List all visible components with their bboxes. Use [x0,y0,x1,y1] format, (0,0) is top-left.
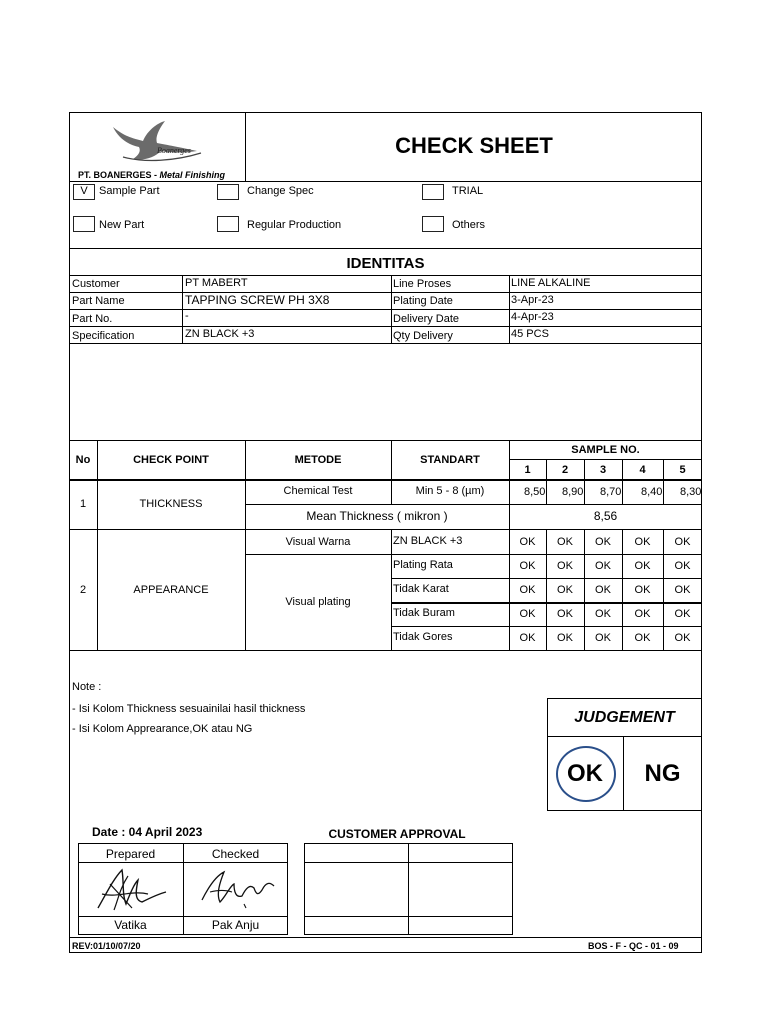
part-name-value: TAPPING SCREW PH 3X8 [185,293,330,307]
appearance-result-cell: OK [674,584,691,596]
spec-value: ZN BLACK +3 [185,328,255,340]
spec-label: Specification [72,330,135,342]
line-proses-label: Line Proses [393,278,452,290]
sample-4-header: 4 [639,464,646,476]
qty-delivery-value: 45 PCS [511,328,549,340]
note-line-2: - Isi Kolom Apprearance,OK atau NG [72,723,253,735]
appearance-result-cell: OK [557,608,573,620]
appearance-result-cell: OK [595,584,611,596]
thickness-standart: Min 5 - 8 (µm) [415,485,485,497]
rev-number: REV:01/10/07/20 [72,941,141,951]
thickness-sample-5: 8,30 [680,486,702,498]
delivery-date-value: 4-Apr-23 [511,311,554,323]
thickness-no: 1 [79,498,87,510]
others-label: Others [452,219,486,231]
appearance-result-cell: OK [519,560,536,572]
change-spec-checkbox[interactable] [217,184,239,200]
appearance-standart: Tidak Gores [393,631,453,643]
judgement-ng[interactable]: NG [644,760,681,787]
judgement-title: JUDGEMENT [574,709,675,726]
prepared-signature [92,864,172,914]
trial-label: TRIAL [452,185,484,197]
prepared-label: Prepared [105,847,156,861]
appearance-result-cell: OK [595,608,611,620]
sample-3-header: 3 [599,464,607,476]
prepared-name: Vatika [114,918,147,932]
appearance-metode-plating: Visual plating [285,596,351,608]
appearance-result-cell: OK [674,560,691,572]
thickness-check-point: THICKNESS [139,498,203,510]
others-checkbox[interactable] [422,216,444,232]
customer-label: Customer [72,278,120,290]
appearance-metode-warna: Visual Warna [285,536,351,548]
appearance-result-cell: OK [595,536,611,548]
sample-5-header: 5 [679,464,686,476]
logo-text: Boanerges [157,146,191,155]
customer-value: PT MABERT [185,277,248,289]
appearance-result-cell: OK [557,536,573,548]
appearance-result-cell: OK [519,632,536,644]
appearance-standart: Tidak Karat [393,583,449,595]
appearance-result-cell: OK [595,632,611,644]
thickness-metode: Chemical Test [283,485,353,497]
regular-production-label: Regular Production [247,219,342,231]
identitas-heading: IDENTITAS [346,255,425,272]
appearance-result-cell: OK [519,536,536,548]
thickness-sample-4: 8,40 [641,486,663,498]
col-sample-no: SAMPLE NO. [571,444,640,456]
appearance-standart: Plating Rata [393,559,453,571]
sample-part-label: Sample Part [99,185,160,197]
appearance-check-point: APPEARANCE [133,584,209,596]
company-name: PT. BOANERGES - Metal Finishing [78,170,226,180]
approval-date: Date : 04 April 2023 [92,825,203,839]
appearance-result-cell: OK [674,608,691,620]
checked-name: Pak Anju [211,918,260,932]
thickness-sample-1: 8,50 [524,486,546,498]
appearance-result-cell: OK [634,536,651,548]
regular-production-checkbox[interactable] [217,216,239,232]
col-check-point: CHECK POINT [133,454,209,466]
appearance-standart: ZN BLACK +3 [393,535,463,547]
part-no-value: - [185,310,189,322]
appearance-result-cell: OK [595,560,611,572]
qty-delivery-label: Qty Delivery [393,330,453,342]
document-number: BOS - F - QC - 01 - 09 [588,941,679,951]
appearance-result-cell: OK [634,632,651,644]
trial-checkbox[interactable] [422,184,444,200]
col-metode: METODE [294,454,342,466]
note-label: Note : [72,681,102,693]
appearance-no: 2 [79,584,87,596]
appearance-result-cell: OK [634,584,651,596]
appearance-result-cell: OK [519,584,536,596]
col-standart: STANDART [420,454,480,466]
delivery-date-label: Delivery Date [393,313,460,325]
checked-label: Checked [211,847,260,861]
appearance-result-cell: OK [557,584,573,596]
change-spec-label: Change Spec [247,185,314,197]
sample-part-checkbox[interactable]: V [73,184,95,200]
appearance-result-cell: OK [557,632,573,644]
thickness-sample-3: 8,70 [600,486,622,498]
mean-thickness-label: Mean Thickness ( mikron ) [306,509,448,523]
plating-date-value: 3-Apr-23 [511,294,554,306]
appearance-result-cell: OK [557,560,573,572]
plating-date-label: Plating Date [393,295,453,307]
page-title: CHECK SHEET [395,133,553,158]
line-proses-value: LINE ALKALINE [511,277,591,289]
part-name-label: Part Name [72,295,125,307]
thickness-sample-2: 8,90 [562,486,584,498]
customer-approval-heading: CUSTOMER APPROVAL [328,827,466,841]
col-no: No [75,454,91,466]
mean-thickness-value: 8,56 [593,509,618,523]
new-part-label: New Part [99,219,145,231]
appearance-result-cell: OK [519,608,536,620]
checked-signature [198,866,280,912]
part-no-label: Part No. [72,313,113,325]
judgement-ok[interactable]: OK [567,760,603,787]
note-line-1: - Isi Kolom Thickness sesuainilai hasil thickness [72,703,306,715]
new-part-checkbox[interactable] [73,216,95,232]
appearance-result-cell: OK [634,560,651,572]
appearance-result-cell: OK [674,536,691,548]
appearance-standart: Tidak Buram [393,607,455,619]
company-logo [105,117,205,163]
appearance-result-cell: OK [634,608,651,620]
appearance-result-cell: OK [674,632,691,644]
sample-2-header: 2 [561,464,569,476]
sample-1-header: 1 [524,464,531,476]
